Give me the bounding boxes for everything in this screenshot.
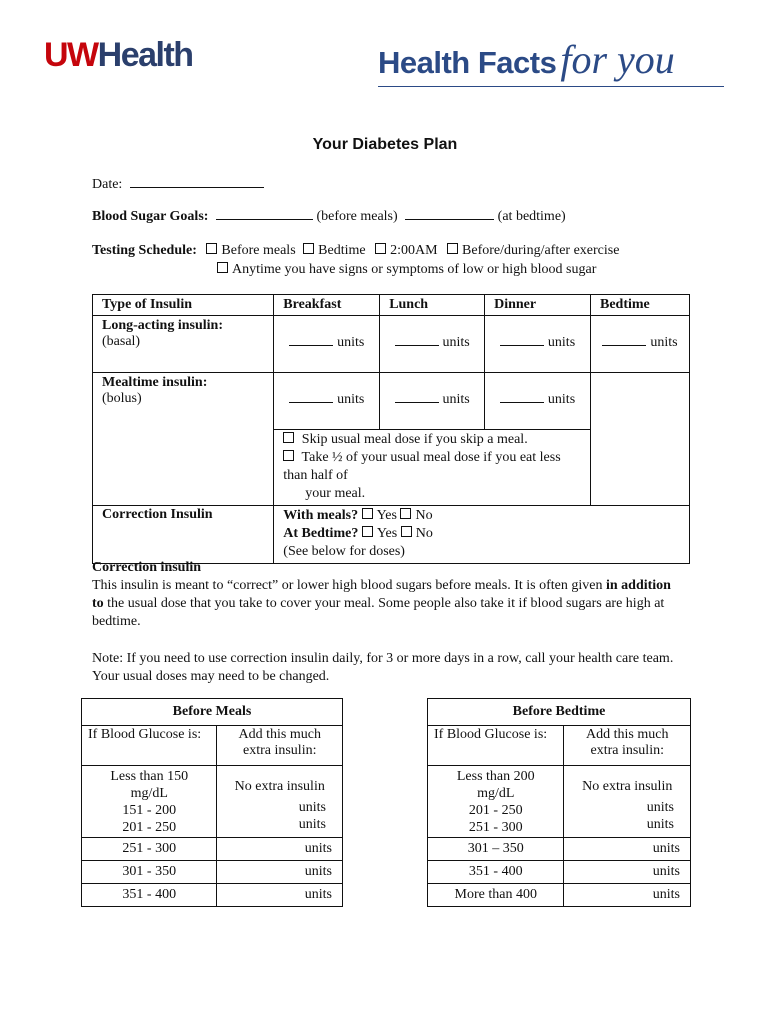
goals-label: Blood Sugar Goals: (92, 209, 209, 224)
half-dose-option-cont: your meal. (305, 486, 366, 501)
goal-bedtime-field[interactable] (405, 207, 494, 220)
bb-range-301: 301 – 350 (428, 838, 564, 861)
health-facts-logo (378, 37, 675, 82)
bm-col-glucose: If Blood Glucose is: (82, 726, 217, 766)
bb-units-251[interactable]: units (646, 816, 674, 832)
test-option-bedtime[interactable]: Bedtime (303, 243, 365, 258)
bb-col-insulin: Add this much extra insulin: (564, 726, 691, 766)
test-option-exercise[interactable]: Before/during/after exercise (447, 243, 619, 258)
date-field[interactable] (130, 175, 264, 188)
meal-options-cell (274, 430, 591, 506)
correction-options-cell (274, 506, 690, 564)
at-bedtime-row: At Bedtime? Yes No (283, 526, 433, 541)
testing-label: Testing Schedule: (92, 243, 197, 258)
checkbox-icon[interactable] (303, 243, 314, 254)
goal-bedtime-label: (at bedtime) (497, 209, 566, 224)
checkbox-icon[interactable] (206, 243, 217, 254)
insulin-plan-table (92, 294, 690, 564)
logo-uw-text: UW (44, 36, 98, 74)
bm-units-301[interactable]: units (217, 861, 343, 884)
table-row (93, 316, 690, 373)
uw-health-logo (44, 38, 193, 72)
checkbox-icon[interactable] (447, 243, 458, 254)
bb-col-glucose: If Blood Glucose is: (428, 726, 564, 766)
correction-label-cell: Correction Insulin (93, 506, 274, 564)
header-lunch: Lunch (380, 295, 485, 316)
goals-row (92, 207, 566, 225)
see-below-note: (See below for doses) (283, 544, 405, 559)
bm-range-251: 251 - 300 (82, 838, 217, 861)
testing-row (92, 243, 619, 259)
checkbox-icon[interactable] (217, 262, 228, 273)
checkbox-icon[interactable] (362, 526, 373, 537)
checkbox-icon[interactable] (283, 432, 294, 443)
bm-range-301: 301 - 350 (82, 861, 217, 884)
bm-col-insulin: Add this much extra insulin: (217, 726, 343, 766)
skip-meal-option[interactable]: Skip usual meal dose if you skip a meal. (283, 431, 581, 449)
checkbox-icon[interactable] (400, 508, 411, 519)
checkbox-icon[interactable] (375, 243, 386, 254)
meal-bedtime-empty (591, 373, 690, 506)
checkbox-icon[interactable] (362, 508, 373, 519)
table-row (93, 506, 690, 564)
meal-lunch-units[interactable]: units (380, 373, 485, 430)
bm-units-151[interactable]: units (298, 799, 326, 815)
correction-section-title: Correction insulin (92, 560, 202, 575)
long-dinner-units[interactable]: units (485, 316, 591, 373)
bm-range-351: 351 - 400 (82, 884, 217, 907)
bm-first-range: Less than 150 mg/dL 151 - 200 201 - 250 (82, 766, 217, 838)
bb-range-400: More than 400 (428, 884, 564, 907)
bb-first-range: Less than 200 mg/dL 201 - 250 251 - 300 (428, 766, 564, 838)
before-meals-table (81, 698, 343, 907)
correction-paragraph: This insulin is meant to “correct” or lower high blood sugars before meals. It is often given in addition to the usual dose that you take to cover your meal. Some people also take it if blood sugars are high at bedtime. (92, 578, 671, 629)
date-label: Date: (92, 177, 123, 192)
table-row (93, 373, 690, 430)
header-dinner: Dinner (485, 295, 591, 316)
goal-before-meals-field[interactable] (216, 207, 313, 220)
date-row (92, 175, 264, 193)
header-rule (378, 86, 724, 87)
meal-dinner-units[interactable]: units (485, 373, 591, 430)
long-bedtime-units[interactable]: units (591, 316, 690, 373)
bm-first-dose: No extra insulin units units (217, 766, 343, 838)
bm-units-351[interactable]: units (217, 884, 343, 907)
header-breakfast: Breakfast (274, 295, 380, 316)
meal-breakfast-units[interactable]: units (274, 373, 380, 430)
test-option-anytime[interactable]: Anytime you have signs or symptoms of low or high blood sugar (217, 262, 596, 278)
logo-health-text: Health (97, 36, 193, 74)
before-bedtime-table (427, 698, 691, 907)
header-bedtime: Bedtime (591, 295, 690, 316)
bb-units-400[interactable]: units (564, 884, 691, 907)
mealtime-cell: Mealtime insulin: (bolus) (93, 373, 274, 506)
before-bedtime-title: Before Bedtime (428, 699, 691, 726)
checkbox-icon[interactable] (401, 526, 412, 537)
test-option-2am[interactable]: 2:00AM (375, 243, 437, 258)
with-meals-row: With meals? Yes No (283, 508, 433, 523)
checkbox-icon[interactable] (283, 450, 294, 461)
bb-units-351[interactable]: units (564, 861, 691, 884)
bb-units-301[interactable]: units (564, 838, 691, 861)
note-paragraph: Note: If you need to use correction insulin daily, for 3 or more days in a row, call your health care team. Your usual doses may need to be changed. (92, 651, 674, 684)
page-title: Your Diabetes Plan (312, 136, 458, 153)
for-you-text: for you (560, 37, 675, 82)
bb-range-351: 351 - 400 (428, 861, 564, 884)
long-lunch-units[interactable]: units (380, 316, 485, 373)
bm-units-201[interactable]: units (298, 816, 326, 832)
health-facts-text: Health Facts (378, 45, 557, 80)
test-option-before-meals[interactable]: Before meals (206, 243, 295, 258)
bb-units-201[interactable]: units (646, 799, 674, 815)
goal-before-meals-label: (before meals) (316, 209, 398, 224)
long-breakfast-units[interactable]: units (274, 316, 380, 373)
before-meals-title: Before Meals (82, 699, 343, 726)
table-header-row (93, 295, 690, 316)
half-dose-option[interactable]: Take ½ of your usual meal dose if you eat less than half of (283, 450, 561, 483)
long-acting-cell: Long-acting insulin: (basal) (93, 316, 274, 373)
bm-units-251[interactable]: units (217, 838, 343, 861)
header-type: Type of Insulin (93, 295, 274, 316)
bb-first-dose: No extra insulin units units (564, 766, 691, 838)
